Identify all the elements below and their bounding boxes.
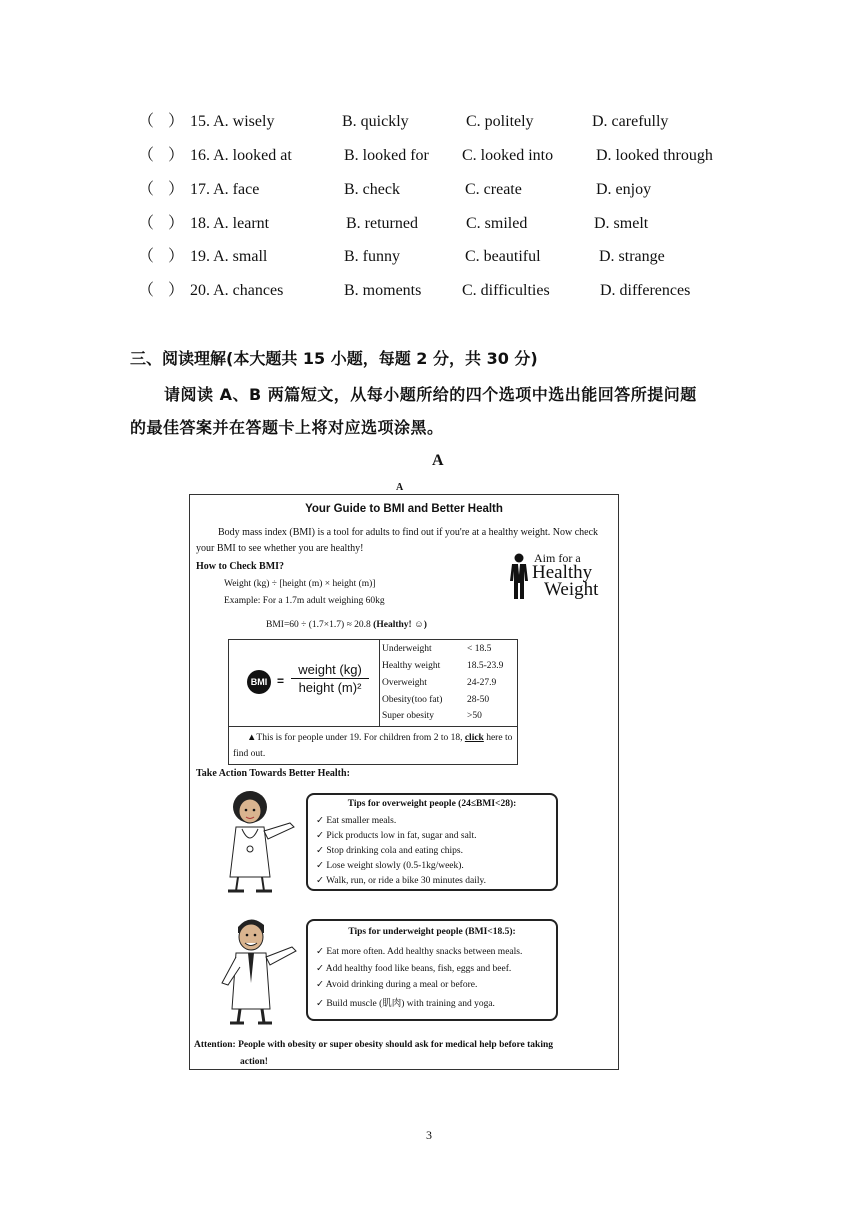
- category-range: >50: [467, 711, 482, 721]
- option-c: C. difficulties: [462, 282, 550, 299]
- category-name: Healthy weight: [382, 661, 441, 671]
- logo-aim: Aim for a: [534, 551, 581, 565]
- tip-item: ✓ Eat more often. Add healthy snacks between meals.: [316, 947, 523, 957]
- tip-item: ✓ Stop drinking cola and eating chips.: [316, 846, 464, 856]
- attention-line-2: action!: [240, 1057, 268, 1067]
- note-prefix: ▲This is for people under 19. For children from 2 to 18,: [247, 733, 463, 743]
- instruction-line-2: 的最佳答案并在答题卡上将对应选项涂黑。: [130, 418, 444, 437]
- answer-paren-close: ）: [168, 248, 185, 265]
- calc-line: [266, 620, 427, 630]
- attention-line-1: Attention: People with obesity or super obesity should ask for medical help before taking: [194, 1040, 553, 1050]
- category-range: 18.5-23.9: [467, 661, 504, 671]
- tip-item: ✓ Avoid drinking during a meal or before.: [316, 980, 478, 990]
- tip-item: ✓ Pick products low in fat, sugar and salt.: [316, 831, 477, 841]
- answer-paren-close: ）: [168, 282, 185, 299]
- option-d: D. enjoy: [596, 181, 652, 198]
- option-a: 16. A. looked at: [190, 147, 292, 164]
- question-row: [138, 246, 778, 268]
- overweight-tips-title: Tips for overweight people (24≤BMI<28):: [347, 799, 517, 809]
- answer-paren-open: （: [138, 113, 155, 130]
- option-a: 18. A. learnt: [190, 215, 270, 232]
- option-b: B. returned: [346, 215, 418, 232]
- tip-item: ✓ Lose weight slowly (0.5-1kg/week).: [316, 861, 464, 871]
- answer-paren-close: ）: [168, 113, 185, 130]
- bmi-badge: BMI: [247, 670, 271, 694]
- bmi-guide-figure: [189, 494, 619, 1070]
- option-b: B. funny: [344, 248, 400, 265]
- action-heading: Take Action Towards Better Health:: [196, 768, 350, 779]
- option-d: D. smelt: [594, 215, 649, 232]
- note-suffix: here to find out.: [233, 733, 513, 759]
- bmi-formula-cell: [229, 640, 380, 726]
- answer-paren-open: （: [138, 181, 155, 198]
- option-d: D. looked through: [596, 147, 713, 164]
- passage-label: A: [432, 452, 444, 469]
- table-divider: [229, 726, 517, 727]
- option-b: B. looked for: [344, 147, 429, 164]
- answer-paren-close: ）: [168, 215, 185, 232]
- logo-healthy: Healthy: [532, 562, 593, 583]
- question-row: [138, 145, 778, 167]
- answer-paren-open: （: [138, 147, 155, 164]
- category-name: Super obesity: [382, 711, 434, 721]
- option-a: 17. A. face: [190, 181, 260, 198]
- option-c: C. smiled: [466, 215, 528, 232]
- underweight-tips-box: [306, 919, 558, 1021]
- overweight-tips-box: [306, 793, 558, 891]
- category-range: < 18.5: [467, 644, 492, 654]
- person-icon: [508, 553, 530, 601]
- calc-expression: BMI=60 ÷ (1.7×1.7) ≈ 20.8: [266, 620, 371, 630]
- example-line: Example: For a 1.7m adult weighing 60kg: [224, 596, 385, 606]
- answer-paren-open: （: [138, 248, 155, 265]
- option-c: C. create: [465, 181, 522, 198]
- bmi-table: [228, 639, 518, 765]
- category-name: Overweight: [382, 678, 427, 688]
- fraction-denominator: height (m)²: [298, 680, 362, 695]
- tip-item: ✓ Eat smaller meals.: [316, 816, 397, 826]
- option-a: 20. A. chances: [190, 282, 284, 299]
- question-row: [138, 280, 778, 302]
- logo-weight: Weight: [544, 579, 599, 600]
- answer-paren-close: ）: [168, 181, 185, 198]
- how-heading: How to Check BMI?: [196, 561, 285, 572]
- option-b: B. moments: [344, 282, 422, 299]
- children-note: [233, 730, 515, 762]
- female-doctor-illustration: [210, 787, 310, 895]
- category-range: 28-50: [467, 695, 490, 705]
- equals-sign: =: [277, 674, 285, 688]
- figure-corner-letter: A: [396, 482, 404, 493]
- category-name: Obesity(too fat): [382, 695, 443, 705]
- male-doctor-illustration: [210, 913, 310, 1027]
- tip-item: ✓ Build muscle (肌肉) with training and yoga.: [316, 999, 495, 1009]
- tip-item: ✓ Add healthy food like beans, fish, eggs and beef.: [316, 964, 512, 974]
- formula-line: Weight (kg) ÷ [height (m) × height (m)]: [224, 579, 376, 589]
- option-d: D. carefully: [592, 113, 669, 130]
- instruction-line-1: 请阅读 A、B 两篇短文，从每小题所给的四个选项中选出能回答所提问题: [164, 385, 697, 404]
- bmi-fraction: [291, 662, 369, 695]
- attention-note: [194, 1037, 614, 1071]
- option-b: B. quickly: [342, 113, 409, 130]
- option-d: D. differences: [600, 282, 691, 299]
- healthy-weight-logo: [508, 551, 612, 607]
- option-c: C. looked into: [462, 147, 554, 164]
- category-range: 24-27.9: [467, 678, 497, 688]
- option-a: 15. A. wisely: [190, 113, 275, 130]
- calc-result: (Healthy! ☺): [373, 620, 427, 630]
- answer-paren-close: ）: [168, 147, 185, 164]
- page-number: 3: [426, 1128, 432, 1142]
- answer-paren-open: （: [138, 215, 155, 232]
- option-a: 19. A. small: [190, 248, 268, 265]
- tip-item: ✓ Walk, run, or ride a bike 30 minutes daily.: [316, 876, 486, 886]
- option-d: D. strange: [599, 248, 665, 265]
- category-name: Underweight: [382, 644, 432, 654]
- section-title: 三、阅读理解(本大题共 15 小题，每题 2 分，共 30 分): [130, 349, 538, 368]
- option-c: C. beautiful: [465, 248, 541, 265]
- question-row: [138, 111, 778, 133]
- fraction-numerator: weight (kg): [291, 662, 369, 679]
- click-link[interactable]: click: [464, 733, 484, 743]
- answer-paren-open: （: [138, 282, 155, 299]
- question-row: [138, 179, 778, 201]
- option-b: B. check: [344, 181, 400, 198]
- underweight-tips-title: Tips for underweight people (BMI<18.5):: [348, 927, 516, 937]
- question-row: [138, 213, 778, 235]
- figure-intro: Body mass index (BMI) is a tool for adults to find out if you're at a healthy weight. Now check your BMI to see whether you are healthy!: [196, 527, 599, 554]
- option-c: C. politely: [466, 113, 534, 130]
- figure-title: Your Guide to BMI and Better Health: [305, 503, 503, 515]
